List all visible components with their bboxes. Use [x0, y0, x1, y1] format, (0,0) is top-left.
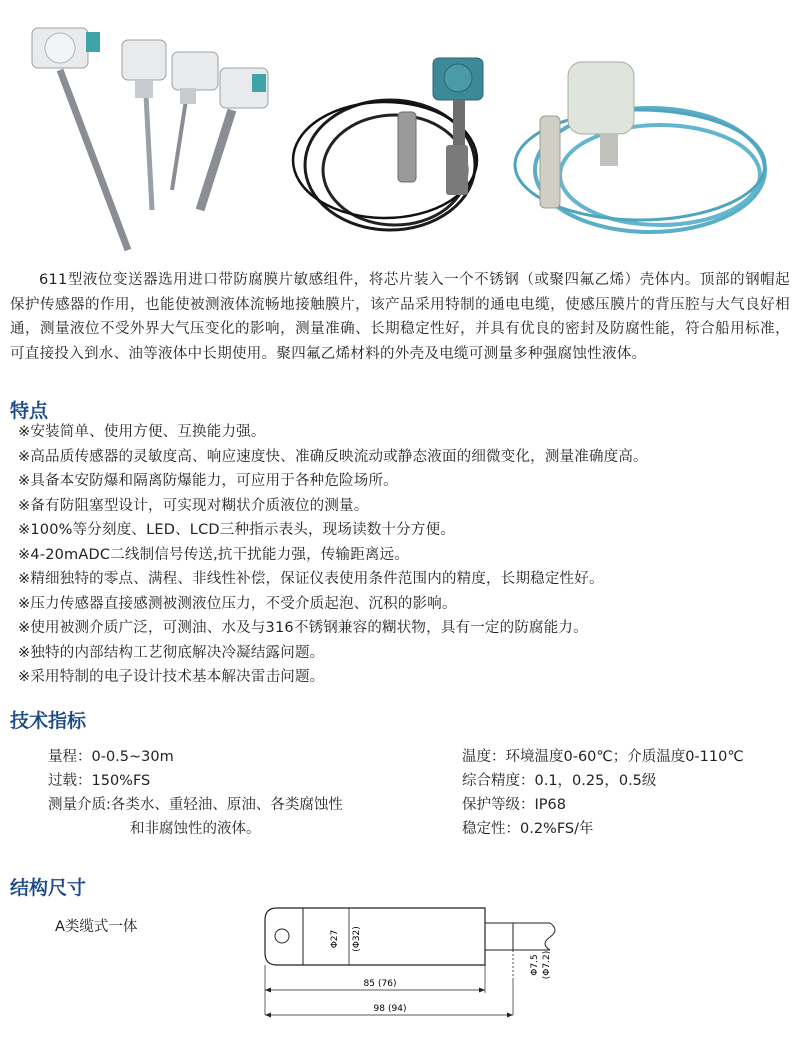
- dim-cable-diameter: Φ7.5: [530, 954, 540, 976]
- feature-item: ※高品质传感器的灵敏度高、响应速度快、准确反映流动或静态液面的细微变化，测量准确度高。: [18, 448, 648, 465]
- spec-item: 测量介质:各类水、重轻油、原油、各类腐蚀性: [48, 797, 343, 813]
- spec-item: 和非腐蚀性的液体。: [130, 821, 261, 837]
- dim-total-length: 98: [373, 1004, 385, 1014]
- dim-body-diameter: Φ27: [330, 929, 340, 949]
- spec-item: 保护等级：IP68: [462, 797, 566, 813]
- product-image-cable-sensor: [293, 58, 483, 230]
- spec-item: 稳定性：0.2%FS/年: [462, 821, 594, 837]
- spec-item: 综合精度：0.1，0.25，0.5级: [462, 773, 657, 789]
- feature-item: ※备有防阻塞型设计，可实现对糊状介质液位的测量。: [18, 497, 369, 514]
- product-image-rod-transmitters: [32, 28, 268, 250]
- feature-item: ※具备本安防爆和隔离防爆能力，可应用于各种危险场所。: [18, 473, 398, 489]
- intro-paragraph: 611型液位变送器选用进口带防腐膜片敏感组件，将芯片装入一个不锈钢（或聚四氟乙烯）壳体内。顶部的钢帽起保护传感器的作用，也能使被测液体流畅地接触膜片，该产品采用特制的通电电缆，使感压膜片的背压腔与大气良好相通，测量液位不受外界大气压变化的影响，测量准确、长期稳定性好，并具有优良的密封及防腐性能，符合船用标准，可直接投入到水、油等液体中长期使用。聚四氟乙烯材料的外壳及电缆可测量多种强腐蚀性液体。: [10, 272, 790, 362]
- feature-item: ※精细独特的零点、满程、非线性补偿，保证仪表使用条件范围内的精度，长期稳定性好。: [18, 571, 604, 587]
- feature-item: ※安装简单、使用方便、互换能力强。: [18, 424, 266, 440]
- feature-item: ※压力传感器直接感测被测液位压力，不受介质起泡、沉积的影响。: [18, 595, 457, 612]
- spec-item: 量程：0-0.5~30m: [48, 749, 174, 765]
- feature-item: ※独特的内部结构工艺彻底解决冷凝结露问题。: [18, 644, 325, 661]
- intro-section: [10, 268, 790, 366]
- product-image-blue-cable-sensor: [515, 62, 765, 232]
- feature-item: ※100%等分刻度、LED、LCD三种指示表头，现场读数十分方便。: [18, 522, 455, 538]
- feature-item: ※采用特制的电子设计技术基本解决雷击问题。: [18, 669, 325, 685]
- dim-body-length: 85: [363, 979, 375, 989]
- feature-item: ※4-20mADC二线制信号传送,抗干扰能力强，传输距离远。: [18, 546, 409, 563]
- features-heading: 特点: [10, 400, 49, 422]
- specs-left-column: [48, 745, 343, 841]
- dimensions-heading: 结构尺寸: [10, 877, 87, 899]
- dimension-type-label: A类缆式一体: [55, 919, 138, 935]
- features-list: [18, 420, 793, 690]
- specs-heading: 技术指标: [10, 710, 87, 732]
- spec-item: 过载：150%FS: [48, 773, 151, 789]
- feature-item: ※使用被测介质广泛，可测油、水及与316不锈钢兼容的糊状物，具有一定的防腐能力。: [18, 620, 588, 636]
- dim-total-length-alt: (94): [388, 1004, 407, 1014]
- spec-item: 温度：环境温度0-60℃；介质温度0-110℃: [462, 749, 744, 765]
- dim-cable-diameter-alt: (Φ7.2): [542, 950, 552, 980]
- specs-right-column: [462, 745, 744, 841]
- dimension-drawing: [255, 893, 575, 1023]
- dim-body-diameter-alt: (Φ32): [352, 926, 362, 952]
- dim-body-length-alt: (76): [378, 979, 397, 989]
- product-photos: [0, 0, 800, 255]
